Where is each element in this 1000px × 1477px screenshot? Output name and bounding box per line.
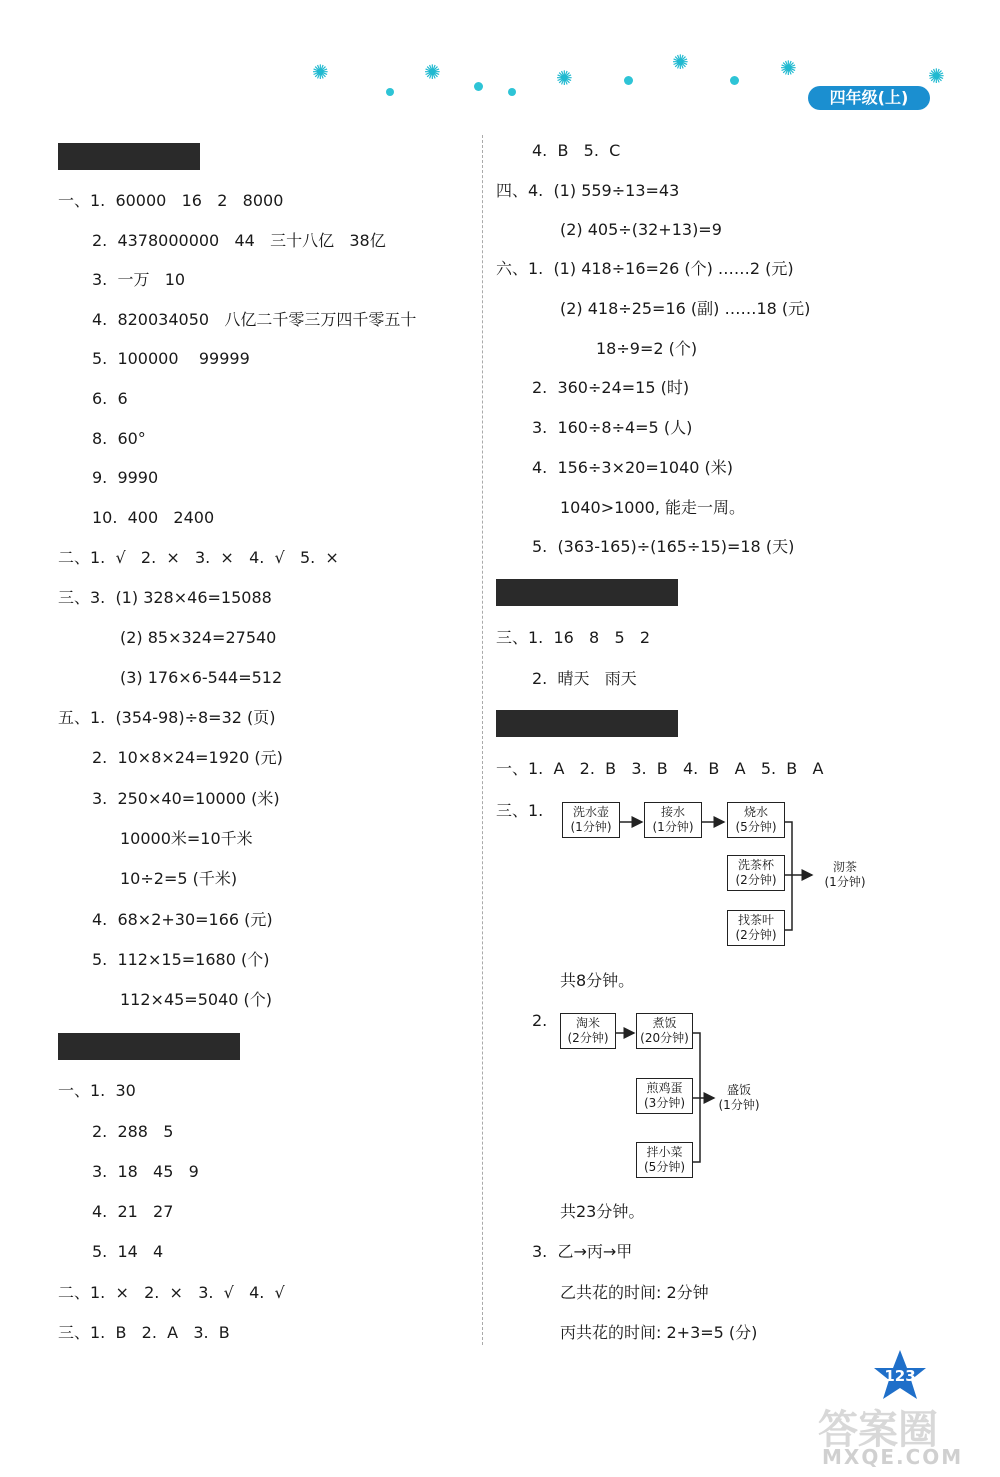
flow-box bbox=[636, 1078, 693, 1114]
answer-line: 3. 250×40=10000 (米) bbox=[92, 789, 280, 808]
answer-line: 共8分钟。 bbox=[560, 971, 635, 990]
answer-line: 3. 18 45 9 bbox=[92, 1162, 199, 1181]
answer-line: 四、4. (1) 559÷13=43 bbox=[496, 181, 680, 200]
answer-line: 4. 21 27 bbox=[92, 1202, 174, 1221]
answer-line: (2) 418÷25=16 (副) ……18 (元) bbox=[560, 299, 811, 318]
flow-box-label: 接水 bbox=[660, 805, 685, 819]
flow-end-label: 沏茶 bbox=[832, 860, 857, 874]
flow-end-label: 盛饭 bbox=[726, 1083, 751, 1097]
spark-icon: ✺ bbox=[556, 66, 573, 90]
answer-line: 5. 100000 99999 bbox=[92, 349, 250, 368]
flow-box-label: 找茶叶 bbox=[737, 913, 774, 927]
answer-line: 6. 6 bbox=[92, 389, 128, 408]
flow-box-label: 淘米 bbox=[575, 1016, 600, 1030]
answer-line: 10÷2=5 (千米) bbox=[120, 869, 238, 888]
flow-box bbox=[636, 1013, 693, 1049]
flow-box-time: (1分钟) bbox=[570, 820, 612, 834]
spark-icon: ✺ bbox=[672, 50, 689, 74]
answer-line: 5. 112×15=1680 (个) bbox=[92, 950, 270, 969]
flow-box-time: (2分钟) bbox=[735, 873, 777, 887]
answer-line: 二、1. √ 2. × 3. × 4. √ 5. × bbox=[58, 548, 339, 567]
answer-line: 18÷9=2 (个) bbox=[596, 339, 698, 358]
answer-line: 2. 10×8×24=1920 (元) bbox=[92, 748, 283, 767]
flow-box-time: (20分钟) bbox=[640, 1031, 689, 1045]
answer-line: 2. 4378000000 44 三十八亿 38亿 bbox=[92, 231, 386, 250]
answer-line: 3. 一万 10 bbox=[92, 270, 186, 289]
answer-line: 三、1. B 2. A 3. B bbox=[58, 1323, 230, 1342]
answer-line: 丙共花的时间: 2+3=5 (分) bbox=[560, 1323, 758, 1342]
answer-line: 2. bbox=[532, 1011, 548, 1030]
answer-line: 三、1. bbox=[496, 801, 544, 820]
flow-box-label: 煮饭 bbox=[652, 1016, 677, 1030]
answer-line: 10. 400 2400 bbox=[92, 508, 215, 527]
spark-icon: ✺ bbox=[780, 56, 797, 80]
answer-line: 10000米=10千米 bbox=[120, 829, 253, 848]
answer-line: 4. B 5. C bbox=[532, 141, 621, 160]
flow-box-label: 洗水壶 bbox=[572, 805, 609, 819]
grade-label: 四年级(上) bbox=[808, 86, 930, 110]
answer-line: 二、1. × 2. × 3. √ 4. √ bbox=[58, 1283, 285, 1302]
flow-box bbox=[636, 1142, 693, 1178]
spark-icon: ✺ bbox=[424, 60, 441, 84]
watermark-url: MXQE.COM bbox=[822, 1445, 964, 1469]
flow-box-label: 烧水 bbox=[743, 805, 768, 819]
answer-line: (2) 85×324=27540 bbox=[120, 628, 277, 647]
answer-line: 5. 14 4 bbox=[92, 1242, 164, 1261]
flow-box-time: (2分钟) bbox=[567, 1031, 609, 1045]
flow-box-time: (5分钟) bbox=[644, 1160, 685, 1174]
watermark-logo: 答案圈 bbox=[818, 1407, 938, 1453]
flow-box-time: (5分钟) bbox=[735, 820, 777, 834]
flow-end bbox=[814, 860, 876, 890]
answer-line: 一、1. 60000 16 2 8000 bbox=[58, 191, 284, 210]
answer-line: 9. 9990 bbox=[92, 468, 159, 487]
flow-box bbox=[727, 802, 785, 838]
flow-box-label: 拌小菜 bbox=[646, 1145, 683, 1159]
answer-line: 五、1. (354-98)÷8=32 (页) bbox=[58, 708, 276, 727]
answer-line: 共23分钟。 bbox=[560, 1202, 645, 1221]
answer-line: 2. 晴天 雨天 bbox=[532, 669, 637, 688]
flow-box-label: 煎鸡蛋 bbox=[646, 1081, 683, 1095]
flow-box bbox=[562, 802, 620, 838]
flow-box bbox=[727, 855, 785, 891]
answer-line: 3. 160÷8÷4=5 (人) bbox=[532, 418, 693, 437]
flow-box-time: (1分钟) bbox=[652, 820, 694, 834]
answer-line: 三、1. 16 8 5 2 bbox=[496, 628, 651, 647]
flow-box-time: (2分钟) bbox=[735, 928, 777, 942]
answer-line: 4. 68×2+30=166 (元) bbox=[92, 910, 273, 929]
flow-end-time: (1分钟) bbox=[824, 875, 866, 889]
flow-box bbox=[560, 1013, 616, 1049]
flow-box-label: 洗茶杯 bbox=[737, 858, 774, 872]
spark-icon: ✺ bbox=[928, 64, 945, 88]
flow-box-time: (3分钟) bbox=[644, 1096, 685, 1110]
answer-line: 2. 360÷24=15 (时) bbox=[532, 378, 690, 397]
answer-line: 六、1. (1) 418÷16=26 (个) ……2 (元) bbox=[496, 259, 794, 278]
answer-line: 112×45=5040 (个) bbox=[120, 990, 273, 1009]
answer-line: 5. (363-165)÷(165÷15)=18 (天) bbox=[532, 537, 795, 556]
answer-line: 一、1. 30 bbox=[58, 1081, 136, 1100]
answer-line: 8. 60° bbox=[92, 429, 146, 448]
answer-line: 乙共花的时间: 2分钟 bbox=[560, 1283, 709, 1302]
answer-line: 三、3. (1) 328×46=15088 bbox=[58, 588, 272, 607]
answer-line: (2) 405÷(32+13)=9 bbox=[560, 220, 722, 239]
page-number: 123 bbox=[884, 1367, 916, 1385]
flow-end bbox=[708, 1083, 770, 1113]
answer-line: 3. 乙→丙→甲 bbox=[532, 1242, 633, 1261]
answer-line: (3) 176×6-544=512 bbox=[120, 668, 283, 687]
answer-line: 4. 820034050 八亿二千零三万四千零五十 bbox=[92, 310, 417, 329]
spark-icon: ✺ bbox=[312, 60, 329, 84]
flow-end-time: (1分钟) bbox=[718, 1098, 760, 1112]
answer-line: 一、1. A 2. B 3. B 4. B A 5. B A bbox=[496, 759, 824, 778]
answer-line: 4. 156÷3×20=1040 (米) bbox=[532, 458, 734, 477]
flow-box bbox=[644, 802, 702, 838]
flow-box bbox=[727, 910, 785, 946]
answer-line: 1040>1000, 能走一周。 bbox=[560, 498, 746, 517]
answer-line: 2. 288 5 bbox=[92, 1122, 174, 1141]
